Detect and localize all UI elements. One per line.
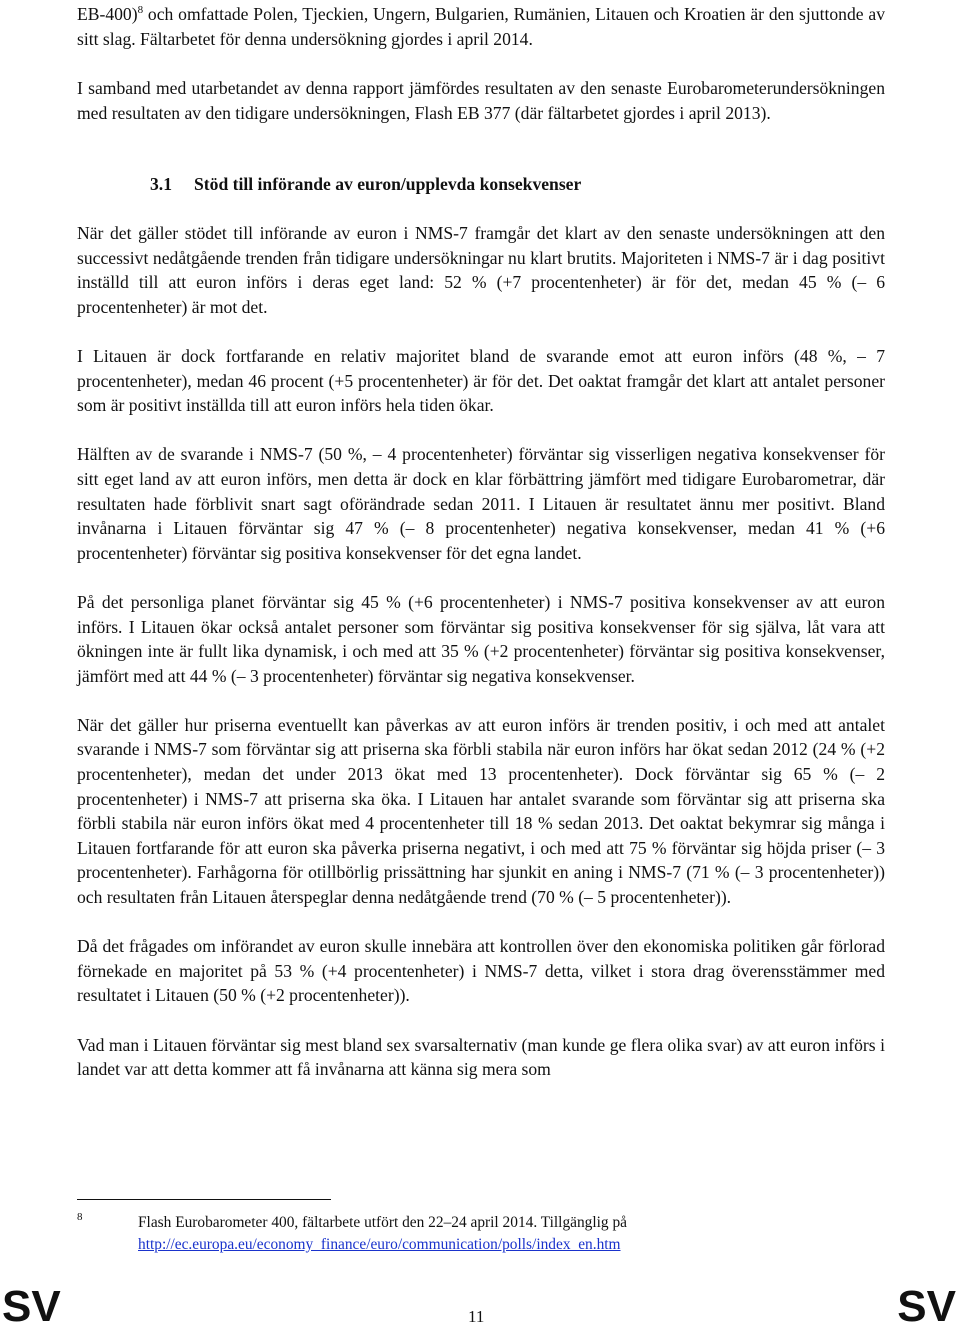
footnote-divider	[77, 1199, 331, 1200]
body-paragraph: Då det frågades om införandet av euron skulle innebära att kontrollen över den ekonomiska politiken går förlorad förnekade en majoritet på 53 % (+4 procentenheter) i NMS-7 detta, vilket i stora drag överensstämmer med resultatet i Litauen (50 % (+2 procentenheter)).	[77, 936, 885, 1006]
intro-text-start: EB-400)	[77, 4, 138, 24]
body-paragraph: På det personliga planet förväntar sig 45 % (+6 procentenheter) i NMS-7 positiva konsekvenser av att euron införs. I Litauen ökar också antalet personer som förväntar sig positiva konsekvenser för sig själva, låt vara att ökningen inte är fullt lika dynamisk, i och med att 35 % (+2 procentenheter) förväntar sig positiva konsekvenser, jämfört med att 44 % (‒ 3 procentenheter) förväntar sig negativa konsekvenser.	[77, 591, 885, 686]
footnote-body: Flash Eurobarometer 400, fältarbete utfört den 22‒24 april 2014. Tillgänglig på	[138, 1214, 627, 1231]
intro-paragraph	[77, 2, 885, 51]
section-number: 3.1	[150, 174, 172, 194]
section-title: Stöd till införande av euron/upplevda konsekvenser	[194, 174, 582, 194]
footnote-reference[interactable]: 8	[137, 4, 144, 17]
comparison-paragraph: I samband med utarbetandet av denna rapport jämfördes resultaten av den senaste Eurobarometerundersökningen med resultaten av den tidigare undersökningen, Flash EB 377 (där fältarbetet gjordes i april 2013).	[77, 78, 885, 123]
body-paragraph: I Litauen är dock fortfarande en relativ majoritet bland de svarande emot att euron införs (48 %, ‒ 7 procentenheter), medan 46 procent (+5 procentenheter) är för det. Det oaktat framgår det klart att antalet personer som är positivt inställda till att euron införs hela tiden ökar.	[77, 345, 885, 416]
section-body	[77, 221, 885, 1106]
footnote-text	[138, 1212, 885, 1256]
section-heading	[150, 172, 581, 196]
footnote-link[interactable]: http://ec.europa.eu/economy_finance/euro/communication/polls/index_en.htm	[138, 1236, 621, 1253]
intro-text-rest: och omfattade Polen, Tjeckien, Ungern, Bulgarien, Rumänien, Litauen och Kroatien är den sjuttonde av sitt slag. Fältarbetet för denna undersökning gjordes i april 2014.	[77, 4, 885, 49]
body-paragraph: Hälften av de svarande i NMS-7 (50 %, ‒ 4 procentenheter) förväntar sig visserligen negativa konsekvenser för sitt eget land av att euron införs, men detta är dock en klar förbättring jämfört med tidigare Eurobarometrar, där resultaten hade förblivit snart sagt oförändrade sedan 2011. I Litauen är resultatet ännu mer positivt. Bland invånarna i Litauen förväntar sig 47 % (‒ 8 procentenheter) negativa konsekvenser, medan 41 % (+6 procentenheter) förväntar sig positiva konsekvenser för det egna landet.	[77, 444, 885, 563]
body-paragraph: Vad man i Litauen förväntar sig mest bland sex svarsalternativ (man kunde ge flera olika svar) av att euron införs i landet var att detta kommer att få invånarna att känna sig mera som	[77, 1034, 885, 1080]
footer-language-right: SV	[897, 1282, 956, 1331]
body-paragraph: När det gäller stödet till införande av euron i NMS-7 framgår det klart av den senaste undersökningen att den successivt nedåtgående trenden från tidigare undersökningar nu klart brutits. Majoriteten i NMS-7 är i dag positivt inställd till att euron införs i deras eget land: 52 % (+7 procentenheter) är för det, medan 45 % (‒ 6 procentenheter) är mot det.	[77, 223, 885, 317]
footer-language-left: SV	[2, 1282, 61, 1331]
footnote-number: 8	[77, 1211, 83, 1223]
footnote	[77, 1212, 885, 1256]
page-number: 11	[468, 1307, 485, 1326]
body-paragraph: När det gäller hur priserna eventuellt kan påverkas av att euron införs är trenden positiv, i och med att antalet svarande i NMS-7 som förväntar sig att priserna ska förbli stabila när euron införs har ökat sedan 2012 (24 % (+2 procentenheter), medan det under 2013 ökat med 13 procentenheter). Dock förväntar sig 65 % (‒ 2 procentenheter) i NMS-7 att priserna ska öka. I Litauen har antalet svarande som förväntar sig att priserna ska förbli stabila när euron införs ökat med 4 procentenheter till 18 % sedan 2013. Det oaktat bekymrar sig många i Litauen fortfarande för att euron ska påverka priserna negativt, i och med att 75 % förväntar sig höjda priser (‒ 3 procentenheter). Farhågorna för otillbörlig prissättning har sjunkit en aning i NMS-7 (71 % (‒ 3 procentenheter)) och resultaten från Litauen återspeglar denna nedåtgående trend (70 % (‒ 5 procentenheter)).	[77, 714, 885, 908]
